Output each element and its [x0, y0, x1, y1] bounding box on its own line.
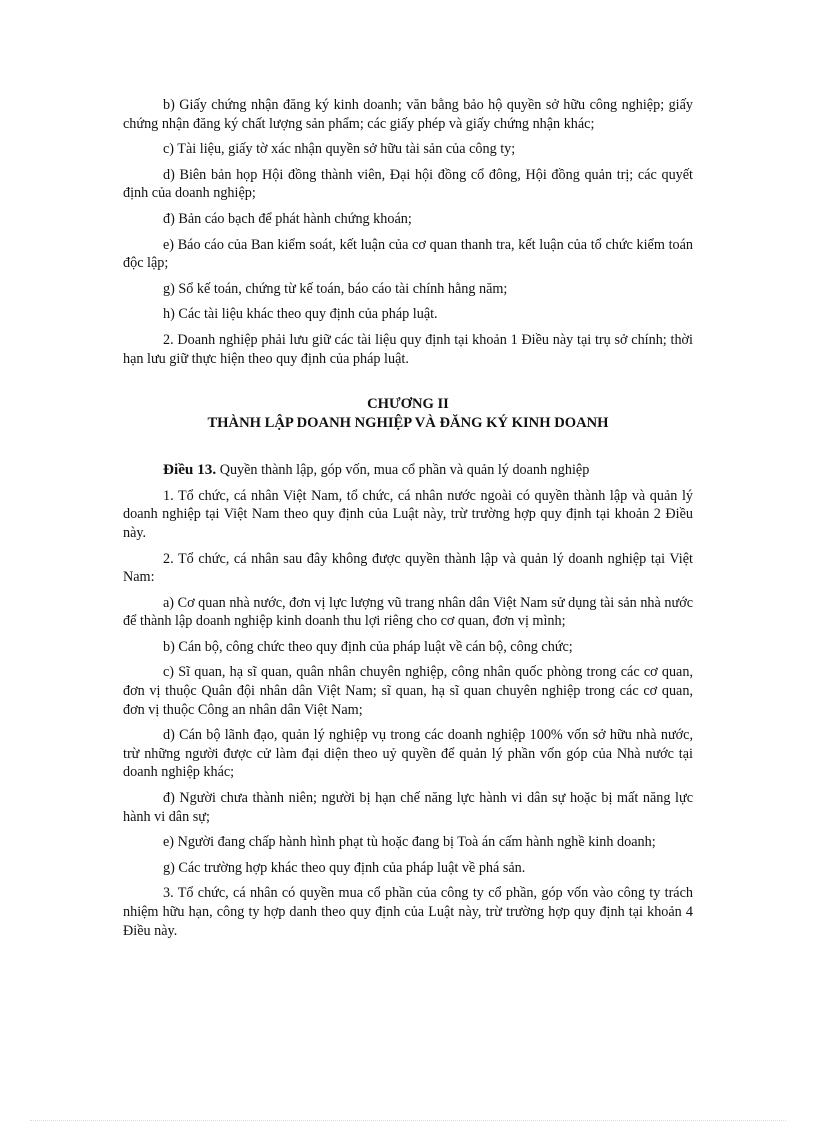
chapter-heading — [123, 395, 693, 432]
paragraph: b) Giấy chứng nhận đăng ký kinh doanh; văn bằng bảo hộ quyền sở hữu công nghiệp; giấy chứng nhận đăng ký chất lượng sản phẩm; các giấy phép và giấy chứng nhận khác; — [123, 97, 693, 132]
paragraph: 2. Tổ chức, cá nhân sau đây không được quyền thành lập và quản lý doanh nghiệp tại Việt Nam: — [123, 550, 693, 586]
paragraph: 1. Tổ chức, cá nhân Việt Nam, tổ chức, cá nhân nước ngoài có quyền thành lập và quản lý doanh nghiệp tại Việt Nam theo quy định của Luật này, trừ trường hợp quy định tại khoản 2 Điều này. — [123, 487, 693, 541]
paragraph: c) Tài liệu, giấy tờ xác nhận quyền sở hữu tài sản của công ty; — [163, 141, 516, 158]
page-bottom-divider — [30, 1120, 786, 1121]
paragraph: b) Cán bộ, công chức theo quy định của pháp luật về cán bộ, công chức; — [163, 638, 573, 655]
article-title: Quyền thành lập, góp vốn, mua cổ phần và quản lý doanh nghiệp — [219, 462, 590, 479]
paragraph: g) Sổ kế toán, chứng từ kế toán, báo cáo tài chính hằng năm; — [163, 280, 508, 297]
chapter-number: CHƯƠNG II — [367, 396, 449, 413]
paragraph: 3. Tổ chức, cá nhân có quyền mua cổ phần của công ty cổ phần, góp vốn vào công ty trách nhiệm hữu hạn, công ty hợp danh theo quy định của Luật này, trừ trường hợp quy định tại khoản 4 Điều này. — [123, 885, 693, 939]
paragraph: d) Cán bộ lãnh đạo, quản lý nghiệp vụ trong các doanh nghiệp 100% vốn sở hữu nhà nước, trừ những người được cử làm đại diện theo uỷ quyền để quản lý phần vốn góp của Nhà nước tại doanh nghiệp khác; — [123, 727, 693, 781]
paragraph: e) Báo cáo của Ban kiểm soát, kết luận của cơ quan thanh tra, kết luận của tổ chức kiểm toán độc lập; — [123, 236, 693, 272]
article-heading — [123, 461, 693, 480]
paragraph: c) Sĩ quan, hạ sĩ quan, quân nhân chuyên nghiệp, công nhân quốc phòng trong các cơ quan, đơn vị thuộc Quân đội nhân dân Việt Nam; sĩ quan, hạ sĩ quan chuyên nghiệp trong các cơ quan, đơn vị thuộc Công an nhân dân Việt Nam; — [123, 664, 693, 718]
paragraph: đ) Bản cáo bạch để phát hành chứng khoán; — [163, 210, 412, 227]
chapter-title: THÀNH LẬP DOANH NGHIỆP VÀ ĐĂNG KÝ KINH DOANH — [207, 414, 609, 431]
document-body — [123, 96, 693, 947]
article-number: Điều 13. — [163, 461, 217, 479]
paragraph: h) Các tài liệu khác theo quy định của pháp luật. — [163, 306, 438, 323]
paragraph: d) Biên bản họp Hội đồng thành viên, Đại hội đồng cổ đông, Hội đồng quản trị; các quyết định của doanh nghiệp; — [123, 166, 693, 202]
paragraph: g) Các trường hợp khác theo quy định của pháp luật về phá sản. — [163, 859, 526, 876]
paragraph: đ) Người chưa thành niên; người bị hạn chế năng lực hành vi dân sự hoặc bị mất năng lực hành vi dân sự; — [123, 790, 693, 825]
paragraph: 2. Doanh nghiệp phải lưu giữ các tài liệu quy định tại khoản 1 Điều này tại trụ sở chính; thời hạn lưu giữ thực hiện theo quy định của pháp luật. — [123, 331, 693, 367]
paragraph: a) Cơ quan nhà nước, đơn vị lực lượng vũ trang nhân dân Việt Nam sử dụng tài sản nhà nước để thành lập doanh nghiệp kinh doanh thu lợi riêng cho cơ quan, đơn vị mình; — [123, 594, 693, 630]
paragraph: e) Người đang chấp hành hình phạt tù hoặc đang bị Toà án cấm hành nghề kinh doanh; — [163, 834, 656, 851]
